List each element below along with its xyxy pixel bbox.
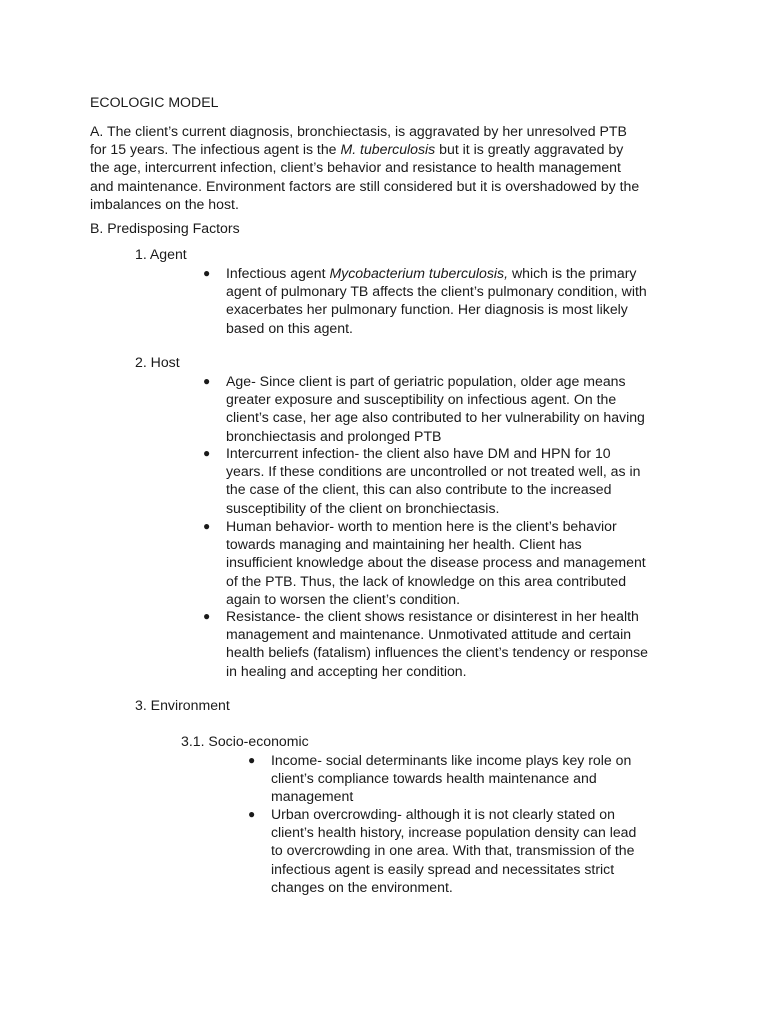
bullet-line: infectious agent is easily spread and necessitates strict xyxy=(271,860,615,877)
bullet-line: greater exposure and susceptibility on infectious agent. On the xyxy=(226,391,617,408)
text-span: Infectious agent xyxy=(226,265,330,281)
host-bullet-age xyxy=(226,372,645,445)
section-b-heading: B. Predisposing Factors xyxy=(90,220,240,236)
bullet-line: bronchiectasis and prolonged PTB xyxy=(226,427,442,444)
bullet-line: of the PTB. Thus, the lack of knowledge on this area contributed xyxy=(226,572,627,589)
bullet-dot: ● xyxy=(248,753,256,767)
bullet-line: based on this agent. xyxy=(226,319,353,336)
bullet-line: health beliefs (fatalism) influences the client’s tendency or response xyxy=(226,644,649,661)
bullet-dot: ● xyxy=(203,266,211,280)
bullet-line: again to worsen the client’s condition. xyxy=(226,590,460,607)
bullet-line: changes on the environment. xyxy=(271,878,453,895)
bullet-line: Urban overcrowding- although it is not clearly stated on xyxy=(271,806,615,822)
bullet-line: management xyxy=(271,788,354,805)
section-a-line: and maintenance. Environment factors are still considered but it is overshadowed by the xyxy=(90,177,640,194)
bullet-line: client’s health history, increase population density can lead xyxy=(271,824,637,841)
section-a-line: the age, intercurrent infection, client’s behavior and resistance to health management xyxy=(90,159,621,176)
bullet-dot: ● xyxy=(203,519,211,533)
bullet-dot: ● xyxy=(203,446,211,460)
text-span: which is the primary xyxy=(508,265,637,281)
socio-bullet-income xyxy=(271,751,631,806)
section-a-line xyxy=(90,140,639,158)
bullet-line: susceptibility of the client on bronchiectasis. xyxy=(226,499,500,516)
bullet-line: client’s case, her age also contributed to her vulnerability on having xyxy=(226,409,645,426)
host-bullet-resistance xyxy=(226,607,648,680)
bullet-dot: ● xyxy=(203,374,211,388)
bullet-line: insufficient knowledge about the disease process and management xyxy=(226,554,646,571)
bullet-dot: ● xyxy=(248,807,256,821)
italic-term: Mycobacterium tuberculosis, xyxy=(329,265,509,281)
doc-title: ECOLOGIC MODEL xyxy=(90,94,219,110)
italic-term: M. tuberculosis xyxy=(340,141,436,158)
section-a-paragraph xyxy=(90,122,639,213)
text-span: but it is greatly aggravated by xyxy=(435,141,624,158)
bullet-line: Intercurrent infection- the client also have DM and HPN for 10 xyxy=(226,445,611,461)
socio-economic-heading: 3.1. Socio-economic xyxy=(181,733,309,749)
section-a-line: imbalances on the host. xyxy=(90,195,239,212)
bullet-line: to overcrowding in one area. With that, transmission of the xyxy=(271,842,635,859)
bullet-line: in healing and accepting her condition. xyxy=(226,662,467,679)
text-span: for 15 years. The infectious agent is the xyxy=(90,141,341,158)
bullet-line: client’s compliance towards health maintenance and xyxy=(271,770,597,787)
host-bullet-behavior xyxy=(226,517,646,608)
agent-heading: 1. Agent xyxy=(135,246,187,262)
socio-bullet-overcrowding xyxy=(271,805,636,896)
bullet-line: exacerbates her pulmonary function. Her diagnosis is most likely xyxy=(226,301,628,318)
bullet-line: Human behavior- worth to mention here is the client’s behavior xyxy=(226,518,617,534)
agent-bullet xyxy=(226,264,647,337)
host-bullet-infection xyxy=(226,444,640,517)
bullet-line: years. If these conditions are uncontrolled or not treated well, as in xyxy=(226,463,641,480)
host-heading: 2. Host xyxy=(135,354,180,370)
bullet-dot: ● xyxy=(203,609,211,623)
section-a-line: A. The client’s current diagnosis, bronchiectasis, is aggravated by her unresolved PTB xyxy=(90,123,627,139)
environment-heading: 3. Environment xyxy=(135,697,230,713)
bullet-line xyxy=(226,264,647,282)
bullet-line: management and maintenance. Unmotivated attitude and certain xyxy=(226,626,632,643)
bullet-line: the case of the client, this can also contribute to the increased xyxy=(226,481,612,498)
bullet-line: agent of pulmonary TB affects the client’s pulmonary condition, with xyxy=(226,283,647,300)
bullet-line: Income- social determinants like income plays key role on xyxy=(271,752,632,768)
bullet-line: towards managing and maintaining her health. Client has xyxy=(226,536,582,553)
bullet-line: Age- Since client is part of geriatric population, older age means xyxy=(226,373,626,389)
bullet-line: Resistance- the client shows resistance or disinterest in her health xyxy=(226,608,639,624)
